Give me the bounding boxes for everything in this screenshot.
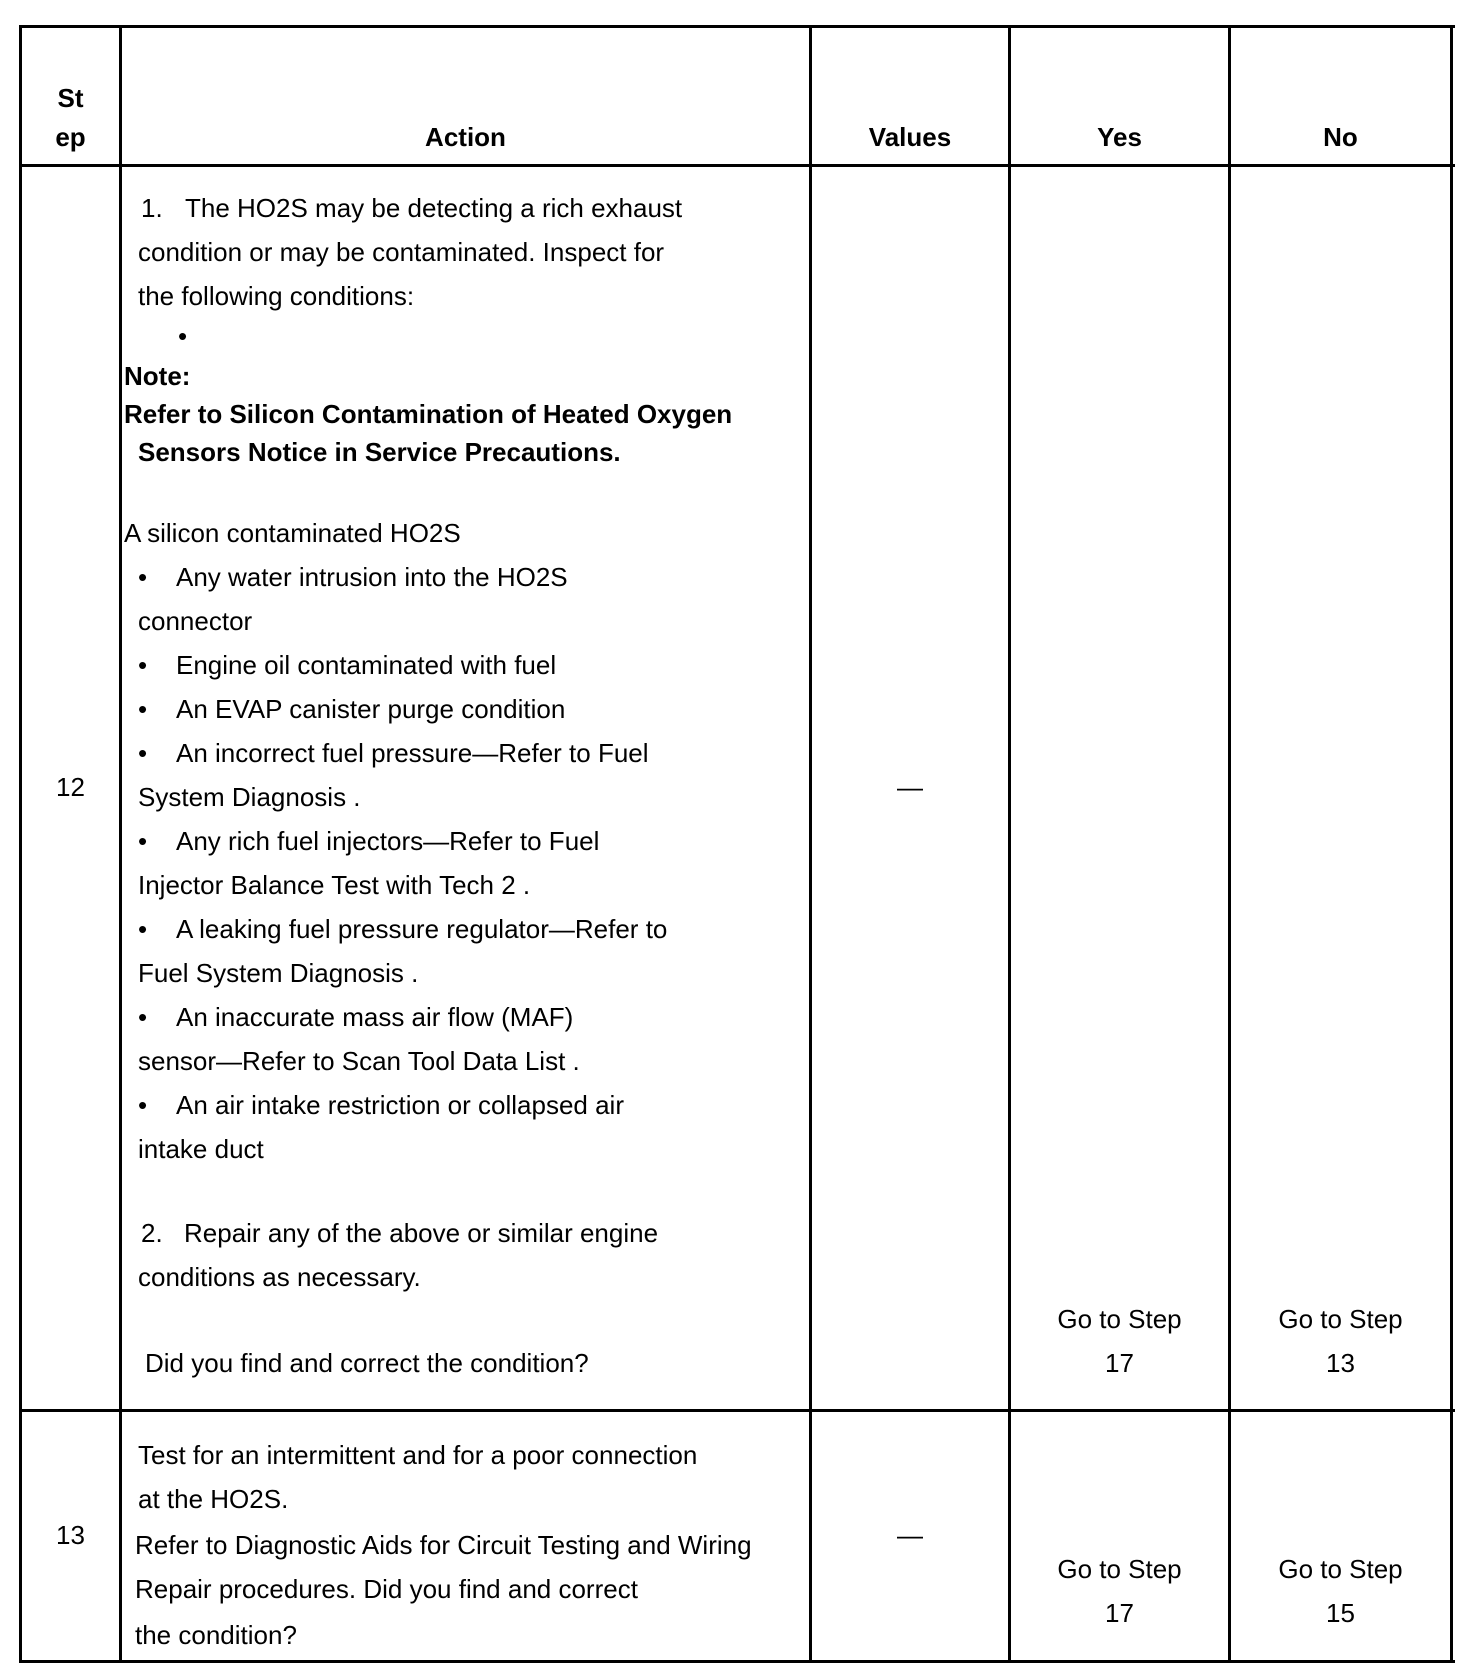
item1-line: the following conditions:	[138, 281, 415, 311]
table-border-top	[19, 25, 1455, 28]
item1-line: The HO2S may be detecting a rich exhaust	[185, 193, 683, 223]
bullet-text: An inaccurate mass air flow (MAF)	[176, 1002, 574, 1032]
no-goto-step: 13	[1326, 1348, 1355, 1378]
no-goto-step: 15	[1326, 1598, 1355, 1628]
empty-bullet: •	[178, 321, 188, 351]
bullet-list-item	[138, 643, 556, 687]
yes-goto-step: 17	[1105, 1348, 1134, 1378]
bullet-text: An incorrect fuel pressure—Refer to Fuel	[176, 738, 649, 768]
yes-goto-label: Go to Step	[1057, 1554, 1182, 1584]
action-line: at the HO2S.	[138, 1484, 289, 1514]
yes-goto-12	[1011, 1297, 1228, 1385]
bullet-continuation: intake duct	[138, 1134, 264, 1164]
bullet-text: An air intake restriction or collapsed air	[176, 1090, 624, 1120]
bullet-dot: •	[138, 1090, 148, 1120]
bullet-dot: •	[138, 650, 148, 680]
no-goto-label: Go to Step	[1278, 1554, 1403, 1584]
bullet-continuation: Injector Balance Test with Tech 2 .	[138, 870, 531, 900]
silicon-line: A silicon contaminated HO2S	[124, 518, 461, 548]
bullet-list-item	[138, 687, 565, 731]
bullet-dot: •	[138, 694, 148, 724]
bullet-dot: •	[138, 738, 148, 768]
header-action: Action	[425, 122, 506, 152]
yes-goto-step: 17	[1105, 1598, 1134, 1628]
col-divider-yes	[1228, 25, 1231, 1663]
bullet-dot: •	[138, 914, 148, 944]
action-line: Repair procedures. Did you find and correct	[135, 1574, 638, 1604]
bullet-continuation: sensor—Refer to Scan Tool Data List .	[138, 1046, 580, 1076]
no-goto-12	[1231, 1297, 1450, 1385]
table-border-right	[1450, 25, 1453, 1663]
item1-number: 1.	[141, 193, 163, 223]
bullet-dot: •	[138, 826, 148, 856]
bullet-continuation: Fuel System Diagnosis .	[138, 958, 419, 988]
value-13: —	[897, 1520, 923, 1550]
bullet-list-item	[138, 731, 649, 775]
yes-goto-label: Go to Step	[1057, 1304, 1182, 1334]
header-yes: Yes	[1097, 122, 1142, 152]
bullet-continuation: System Diagnosis .	[138, 782, 361, 812]
col-divider-step	[119, 25, 122, 1663]
bullet-text: Engine oil contaminated with fuel	[176, 650, 557, 680]
header-divider	[19, 164, 1455, 167]
table-border-left	[19, 25, 22, 1663]
bullet-dot: •	[138, 1002, 148, 1032]
yes-goto-13	[1011, 1547, 1228, 1635]
no-goto-13	[1231, 1547, 1450, 1635]
col-divider-values	[1008, 25, 1011, 1663]
header-values: Values	[868, 122, 952, 152]
bullet-list-item	[138, 555, 568, 599]
bullet-list-item	[138, 995, 573, 1039]
item2-line: conditions as necessary.	[138, 1262, 421, 1292]
row-divider	[19, 1409, 1455, 1412]
bullet-dot: •	[138, 562, 148, 592]
diagnostic-table	[19, 25, 1455, 1663]
step-number-12: 12	[56, 772, 85, 802]
col-divider-action	[809, 25, 812, 1663]
bullet-list-item	[138, 819, 599, 863]
action-line: Refer to Diagnostic Aids for Circuit Testing and Wiring	[135, 1530, 752, 1560]
action-line: Test for an intermittent and for a poor connection	[138, 1440, 698, 1470]
question-12: Did you find and correct the condition?	[145, 1348, 589, 1378]
value-12: —	[897, 772, 923, 802]
header-step-line2: ep	[55, 122, 86, 152]
no-goto-label: Go to Step	[1278, 1304, 1403, 1334]
note-line: Refer to Silicon Contamination of Heated Oxygen	[124, 399, 733, 429]
bullet-text: Any water intrusion into the HO2S	[176, 562, 568, 592]
note-label: Note:	[124, 361, 191, 391]
bullet-list-item	[138, 1083, 624, 1127]
bullet-list-item	[138, 907, 667, 951]
bullet-text: A leaking fuel pressure regulator—Refer to	[176, 914, 668, 944]
bullet-text: Any rich fuel injectors—Refer to Fuel	[176, 826, 600, 856]
note-line: Sensors Notice in Service Precautions.	[138, 437, 621, 467]
bullet-continuation: connector	[138, 606, 253, 636]
item2-number: 2.	[141, 1218, 163, 1248]
table-border-bottom	[19, 1660, 1455, 1663]
item1-line: condition or may be contaminated. Inspect for	[138, 237, 665, 267]
header-step-line1: St	[57, 83, 84, 113]
header-no: No	[1323, 122, 1358, 152]
action-line: the condition?	[135, 1620, 297, 1650]
item2-line: Repair any of the above or similar engine	[184, 1218, 659, 1248]
bullet-text: An EVAP canister purge condition	[176, 694, 566, 724]
header-step	[22, 79, 119, 157]
step-number-13: 13	[56, 1520, 85, 1550]
